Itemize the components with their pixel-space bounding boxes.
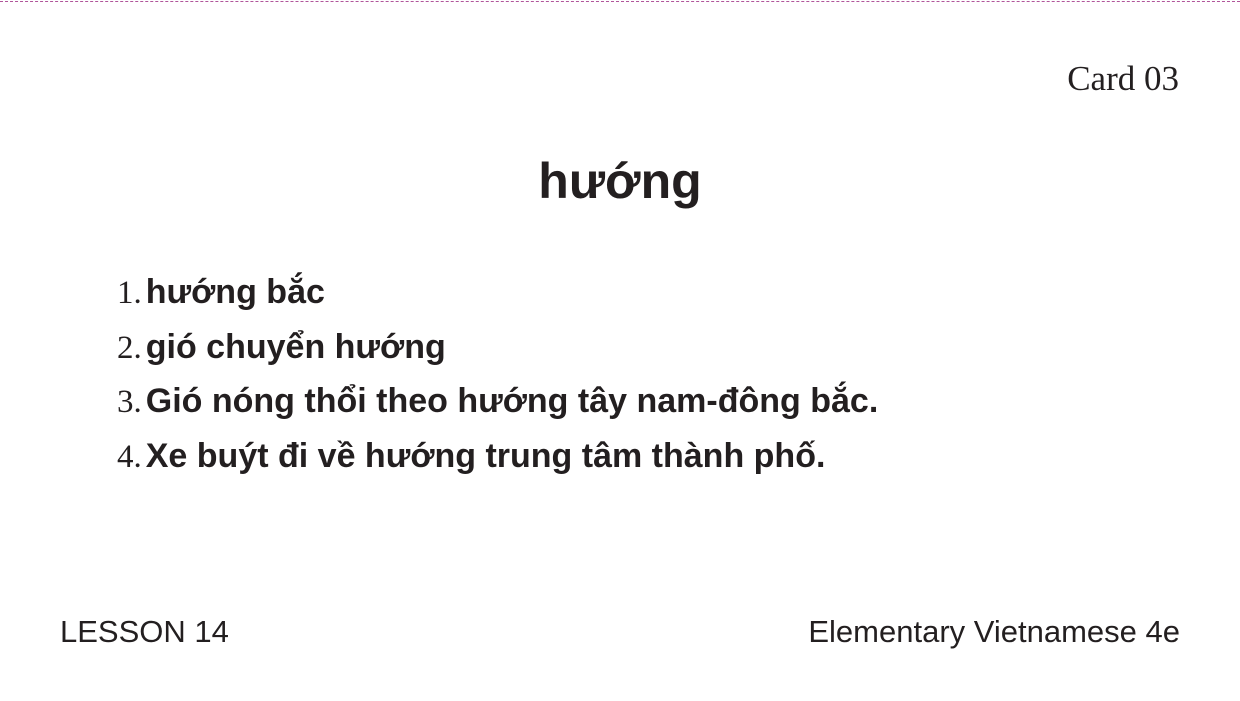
example-number: 1. (117, 275, 142, 311)
lesson-label: LESSON 14 (60, 614, 229, 649)
headword: hướng (538, 153, 702, 209)
example-text: Xe buýt đi về hướng trung tâm thành phố. (145, 436, 826, 475)
example-text: gió chuyển hướng (145, 327, 446, 366)
example-number: 4. (117, 438, 142, 475)
example-number: 3. (117, 384, 142, 420)
example-item (117, 320, 878, 375)
example-text: Gió nóng thổi theo hướng tây nam-đông bắc. (145, 382, 879, 420)
example-item (117, 374, 878, 429)
cut-line (0, 1, 1240, 2)
example-item (117, 429, 878, 484)
card-number: Card 03 (1067, 59, 1179, 98)
example-list (117, 265, 878, 483)
example-item (117, 265, 878, 320)
example-text: hướng bắc (145, 273, 325, 311)
book-title: Elementary Vietnamese 4e (808, 614, 1180, 649)
example-number: 2. (117, 329, 142, 366)
